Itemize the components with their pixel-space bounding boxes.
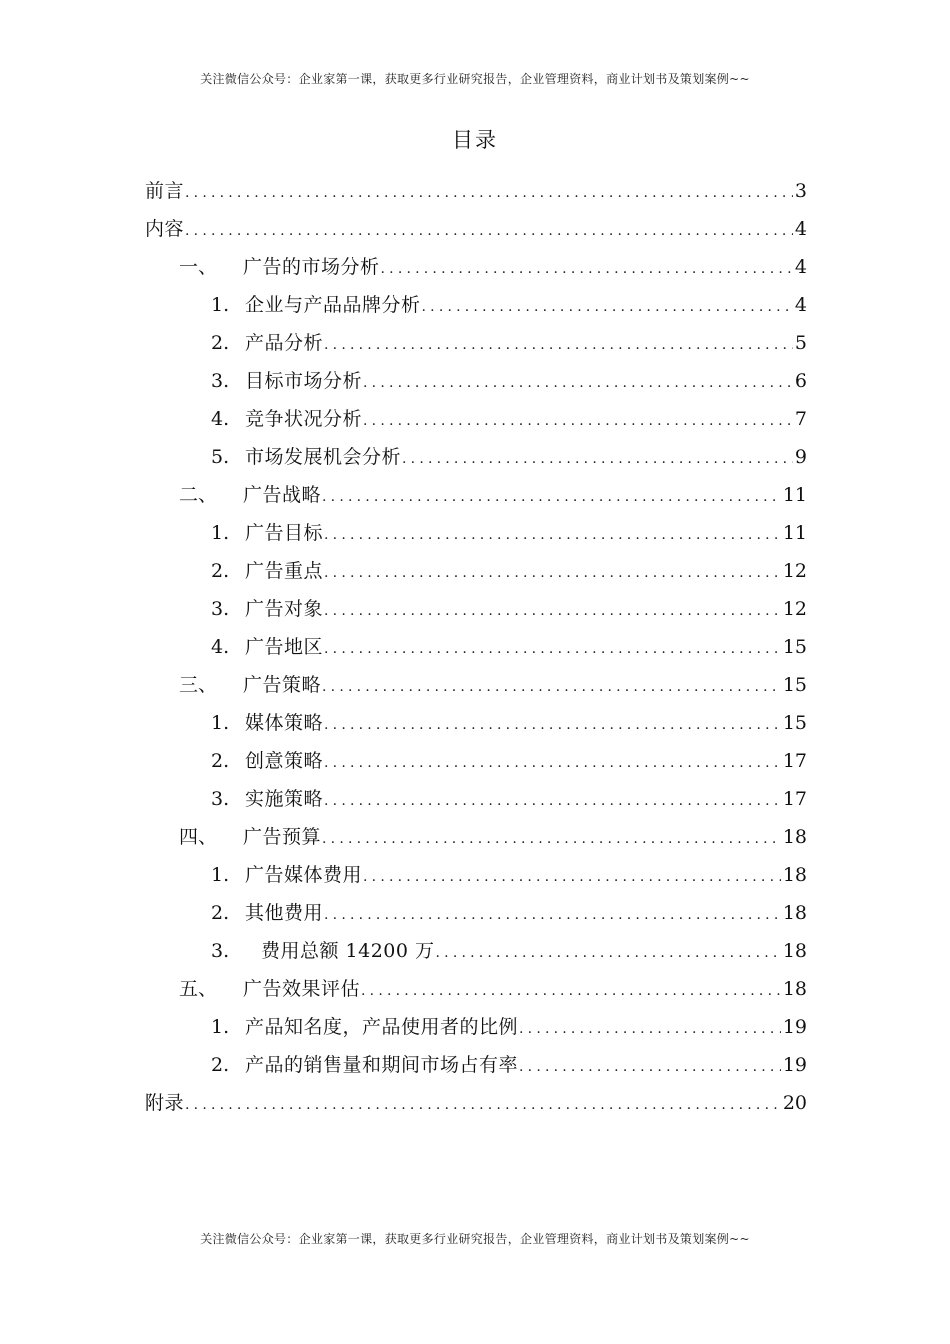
- dot-leader: [324, 782, 781, 820]
- toc-entry[interactable]: [145, 704, 807, 742]
- dot-leader: [324, 896, 781, 934]
- toc-entry-label: 广告地区: [245, 636, 324, 658]
- toc-entry-label: 广告重点: [245, 560, 324, 582]
- toc-entry-number: 二、: [179, 484, 218, 506]
- toc-entry-label: 实施策略: [245, 788, 324, 810]
- toc-entry-page-number: 17: [782, 750, 807, 772]
- toc-entry-number: 4.: [211, 408, 230, 430]
- toc-entry[interactable]: [145, 590, 807, 628]
- dot-leader: [324, 516, 781, 554]
- dot-leader: [519, 1048, 781, 1086]
- toc-entry-page-number: 19: [782, 1054, 807, 1076]
- dot-leader: [322, 668, 781, 706]
- toc-entry-number: 2.: [211, 560, 230, 582]
- toc-entry-number: 2.: [211, 1054, 230, 1076]
- toc-entry-label: 目标市场分析: [245, 370, 363, 392]
- toc-entry-page-number: 20: [782, 1092, 807, 1114]
- toc-entry-page-number: 4: [794, 256, 807, 278]
- toc-entry[interactable]: [145, 818, 807, 856]
- dot-leader: [185, 1086, 781, 1124]
- toc-entry-page-number: 12: [782, 598, 807, 620]
- toc-entry-label: 其他费用: [245, 902, 324, 924]
- toc-entry-number: 1.: [211, 294, 230, 316]
- toc-entry-page-number: 11: [782, 484, 807, 506]
- toc-entry-number: 1.: [211, 712, 230, 734]
- dot-leader: [363, 858, 781, 896]
- toc-entry-page-number: 17: [782, 788, 807, 810]
- toc-entry-page-number: 7: [794, 408, 807, 430]
- toc-entry[interactable]: [145, 362, 807, 400]
- toc-entry-label: 市场发展机会分析: [245, 446, 402, 468]
- toc-entry-label: 广告的市场分析: [243, 256, 380, 278]
- toc-entry-label: 广告战略: [243, 484, 322, 506]
- toc-entry-page-number: 3: [794, 180, 807, 202]
- toc-entry-label: 广告策略: [243, 674, 322, 696]
- dot-leader: [324, 592, 781, 630]
- toc-entry-page-number: 15: [782, 636, 807, 658]
- toc-entry-number: 3.: [211, 598, 230, 620]
- toc-entry-number: 2.: [211, 332, 230, 354]
- dot-leader: [322, 478, 781, 516]
- toc-entry-label: 广告媒体费用: [245, 864, 363, 886]
- toc-entry-label: 竞争状况分析: [245, 408, 363, 430]
- toc-entry-number: 三、: [179, 674, 218, 696]
- toc-entry-page-number: 6: [794, 370, 807, 392]
- dot-leader: [324, 630, 781, 668]
- dot-leader: [422, 288, 793, 326]
- dot-leader: [185, 212, 793, 250]
- toc-entry-number: 2.: [211, 750, 230, 772]
- dot-leader: [436, 934, 781, 972]
- dot-leader: [324, 706, 781, 744]
- toc-entry[interactable]: [145, 514, 807, 552]
- toc-entry[interactable]: [145, 324, 807, 362]
- toc-entry[interactable]: [145, 172, 807, 210]
- toc-entry-label: 产品的销售量和期间市场占有率: [245, 1054, 519, 1076]
- toc-entry-label: 企业与产品品牌分析: [245, 294, 421, 316]
- dot-leader: [402, 440, 793, 478]
- toc-entry[interactable]: [145, 248, 807, 286]
- toc-entry-number: 一、: [179, 256, 218, 278]
- toc-entry-page-number: 11: [782, 522, 807, 544]
- toc-entry-page-number: 4: [794, 294, 807, 316]
- footer-note: 关注微信公众号：企业家第一课，获取更多行业研究报告，企业管理资料，商业计划书及策划案例~~: [200, 1232, 750, 1246]
- toc-entry-number: 五、: [179, 978, 218, 1000]
- dot-leader: [324, 554, 781, 592]
- toc-entry-label: 广告效果评估: [243, 978, 361, 1000]
- dot-leader: [363, 402, 793, 440]
- dot-leader: [324, 326, 793, 364]
- toc-entry-label: 产品知名度，产品使用者的比例: [245, 1016, 519, 1038]
- toc-entry[interactable]: [145, 1084, 807, 1122]
- toc-entry-number: 5.: [211, 446, 230, 468]
- toc-entry-label: 附录: [145, 1092, 185, 1114]
- toc-entry-label: 广告预算: [243, 826, 322, 848]
- toc-entry-number: 2.: [211, 902, 230, 924]
- toc-entry-page-number: 18: [782, 864, 807, 886]
- toc-entry[interactable]: [145, 894, 807, 932]
- dot-leader: [381, 250, 793, 288]
- dot-leader: [322, 820, 781, 858]
- toc-entry-number: 3.: [211, 940, 230, 962]
- toc-entry-number: 四、: [179, 826, 218, 848]
- toc-entry-label: 创意策略: [245, 750, 324, 772]
- dot-leader: [363, 364, 793, 402]
- toc-entry-number: 1.: [211, 522, 230, 544]
- toc-entry-number: 3.: [211, 788, 230, 810]
- toc-entry-page-number: 18: [782, 902, 807, 924]
- toc-entry[interactable]: [145, 932, 807, 970]
- toc-entry-label: 广告目标: [245, 522, 324, 544]
- toc-entry-page-number: 15: [782, 712, 807, 734]
- toc-entry[interactable]: [145, 438, 807, 476]
- header-note: 关注微信公众号：企业家第一课，获取更多行业研究报告，企业管理资料，商业计划书及策划案例~~: [200, 72, 750, 86]
- toc-entry[interactable]: [145, 780, 807, 818]
- toc-entry-number: 4.: [211, 636, 230, 658]
- toc-entry[interactable]: [145, 742, 807, 780]
- toc-entry-label: 产品分析: [245, 332, 324, 354]
- toc-entry[interactable]: [145, 552, 807, 590]
- toc-entry-number: 1.: [211, 864, 230, 886]
- toc-entry[interactable]: [145, 476, 807, 514]
- toc-entry[interactable]: [145, 1008, 807, 1046]
- toc-entry-page-number: 19: [782, 1016, 807, 1038]
- toc-entry-label: 广告对象: [245, 598, 324, 620]
- toc-entry[interactable]: [145, 210, 807, 248]
- toc-entry-label: 内容: [145, 218, 185, 240]
- toc-entry-page-number: 18: [782, 940, 807, 962]
- toc-entry[interactable]: [145, 970, 807, 1008]
- toc-entry-number: 1.: [211, 1016, 230, 1038]
- toc-entry[interactable]: [145, 666, 807, 704]
- toc-entry-page-number: 12: [782, 560, 807, 582]
- toc-entry-page-number: 18: [782, 978, 807, 1000]
- toc-entry-label: 前言: [145, 180, 185, 202]
- dot-leader: [185, 174, 793, 212]
- toc-entry-page-number: 18: [782, 826, 807, 848]
- toc-entry-label: 媒体策略: [245, 712, 324, 734]
- page-title: 目录: [452, 128, 498, 152]
- toc-entry[interactable]: [145, 286, 807, 324]
- toc-entry[interactable]: [145, 1046, 807, 1084]
- toc-entry-page-number: 15: [782, 674, 807, 696]
- toc-entry-page-number: 4: [794, 218, 807, 240]
- table-of-contents: [145, 172, 807, 1122]
- dot-leader: [519, 1010, 781, 1048]
- toc-entry-number: 3.: [211, 370, 230, 392]
- dot-leader: [361, 972, 781, 1010]
- toc-entry-label: 费用总额 14200 万: [261, 940, 435, 962]
- toc-entry[interactable]: [145, 628, 807, 666]
- toc-entry-page-number: 5: [794, 332, 807, 354]
- toc-entry-page-number: 9: [794, 446, 807, 468]
- toc-entry[interactable]: [145, 400, 807, 438]
- dot-leader: [324, 744, 781, 782]
- toc-entry[interactable]: [145, 856, 807, 894]
